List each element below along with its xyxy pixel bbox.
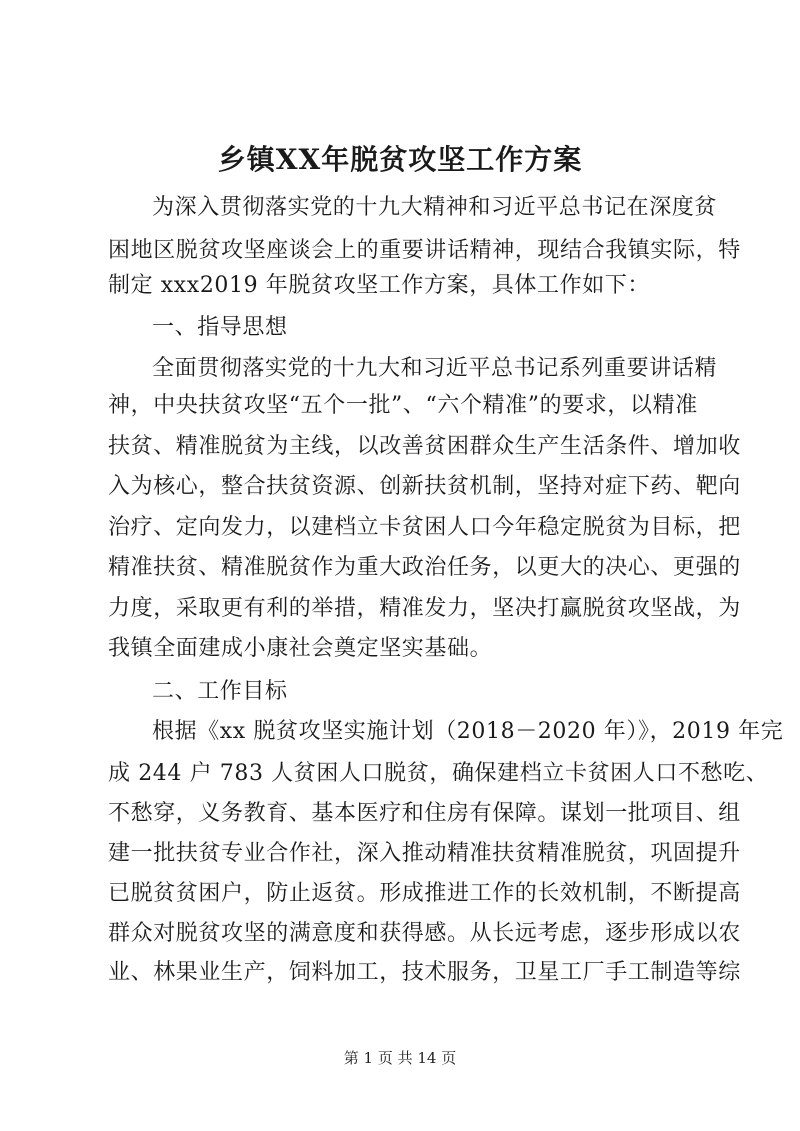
body-line: 已脱贫贫困户，防止返贫。形成推进工作的长效机制，不断提高 xyxy=(108,881,741,906)
body-line: 扶贫、精准脱贫为主线，以改善贫困群众生产生活条件、增加收 xyxy=(108,434,741,459)
body-line: 成 244 户 783 人贫困人口脱贫，确保建档立卡贫困人口不愁吃、 xyxy=(108,761,769,786)
body-line: 我镇全面建成小康社会奠定坚实基础。 xyxy=(108,636,493,661)
body-line: 全面贯彻落实党的十九大和习近平总书记系列重要讲话精 xyxy=(152,356,718,381)
body-line: 建一批扶贫专业合作社，深入推动精准扶贫精准脱贫，巩固提升 xyxy=(108,841,741,866)
body-line: 制定 xxx2019 年脱贫攻坚工作方案，具体工作如下： xyxy=(108,273,650,298)
document-title: 乡镇XX年脱贫攻坚工作方案 xyxy=(217,143,583,176)
body-line: 为深入贯彻落实党的十九大精神和习近平总书记在深度贫 xyxy=(152,195,718,220)
body-line: 精准扶贫、精准脱贫作为重大政治任务，以更大的决心、更强的 xyxy=(108,555,741,580)
body-line: 力度，采取更有利的举措，精准发力，坚决打赢脱贫攻坚战，为 xyxy=(108,596,741,621)
section-heading-guiding-ideology: 一、指导思想 xyxy=(152,315,288,340)
body-line: 困地区脱贫攻坚座谈会上的重要讲话精神，现结合我镇实际，特 xyxy=(108,238,741,263)
body-line: 群众对脱贫攻坚的满意度和获得感。从长远考虑，逐步形成以农 xyxy=(108,921,741,946)
body-line: 神，中央扶贫攻坚“五个一批”、“六个精准”的要求，以精准 xyxy=(108,393,698,418)
body-line: 治疗、定向发力，以建档立卡贫困人口今年稳定脱贫为目标，把 xyxy=(108,515,741,540)
body-line: 根据《xx 脱贫攻坚实施计划（2018－2020 年）》，2019 年完 xyxy=(152,719,784,744)
page-number: 第 1 页 共 14 页 xyxy=(343,1049,457,1067)
body-line: 入为核心，整合扶贫资源、创新扶贫机制，坚持对症下药、靶向 xyxy=(108,474,741,499)
body-line: 业、林果业生产，饲料加工，技术服务，卫星工厂手工制造等综 xyxy=(108,960,741,985)
body-line: 不愁穿，义务教育、基本医疗和住房有保障。谋划一批项目、组 xyxy=(108,801,741,826)
section-heading-work-goals: 二、工作目标 xyxy=(152,679,288,704)
